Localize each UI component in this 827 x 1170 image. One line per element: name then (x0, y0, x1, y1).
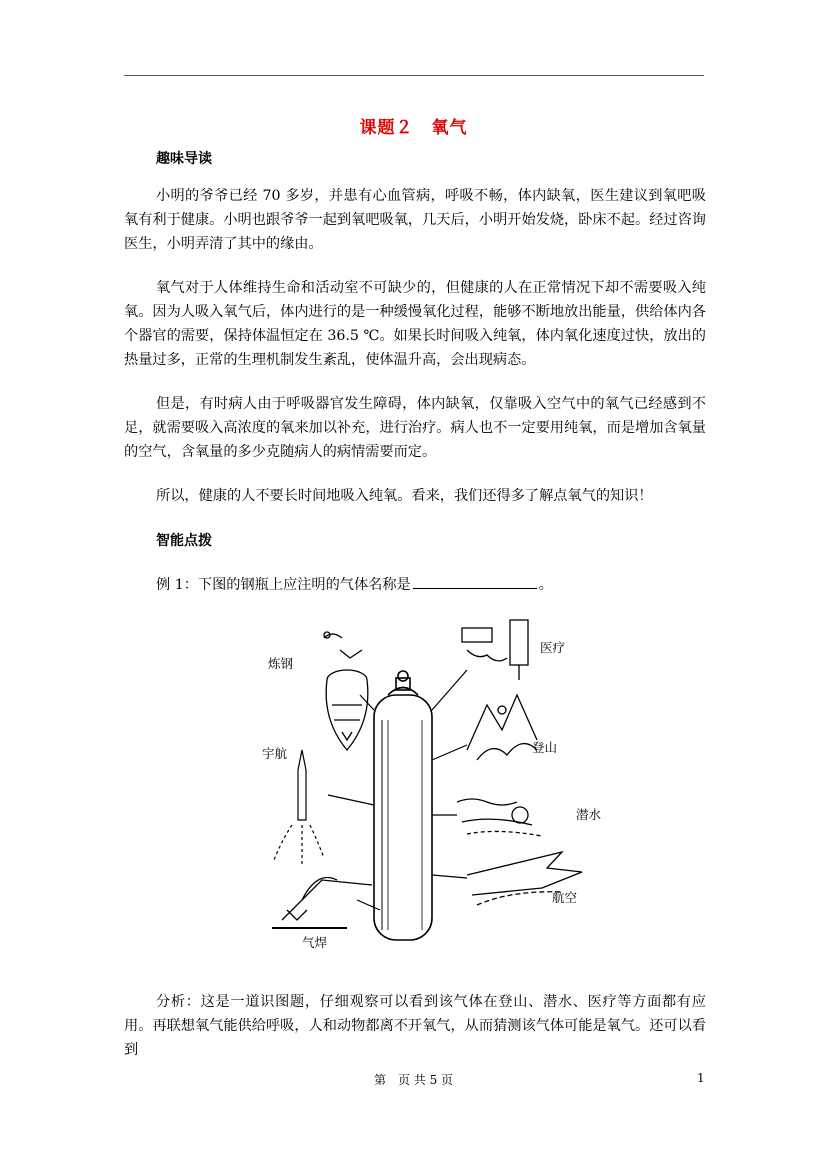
example-suffix: 。 (538, 577, 553, 593)
label-aviation: 航空 (552, 890, 578, 905)
diving-illustration (457, 799, 542, 836)
oxygen-uses-figure (262, 610, 610, 950)
analysis-paragraph: 分析：这是一道识图题，仔细观察可以看到该气体在登山、潜水、医疗等方面都有应用。再联想氧气能供给呼吸，人和动物都离不开氧气，从而猜测该气体可能是氧气。还可以看到 (124, 994, 706, 1058)
medical-illustration (462, 620, 528, 680)
label-spaceflight: 宇航 (262, 746, 288, 761)
label-medical: 医疗 (540, 640, 566, 655)
section-heading-tips: 智能点拨 (156, 533, 212, 549)
header-rule (124, 75, 704, 76)
label-diving: 潜水 (576, 807, 602, 822)
gas-cylinder-illustration (374, 671, 432, 940)
label-climbing: 登山 (532, 740, 558, 755)
paragraph-4: 所以，健康的人不要长时间地吸入纯氧。看来，我们还得多了解点氧气的知识！ (156, 488, 653, 504)
example-question (124, 573, 706, 597)
paragraph-3: 但是，有时病人由于呼吸器官发生障碍，体内缺氧，仅靠吸入空气中的氧气已经感到不足，就需要吸入高浓度的氧来加以补充，进行治疗。病人也不一定要用纯氧，而是增加含氧量的空气，含氧量的多少克随病人的病情需要而定。 (124, 396, 706, 460)
page-title: 课题２ 氧气 (359, 118, 468, 138)
example-text: 例 1：下图的钢瓶上应注明的气体名称是 (156, 577, 411, 593)
page-number: 1 (697, 1071, 705, 1085)
climbing-illustration (467, 695, 537, 760)
label-steelmaking: 炼钢 (268, 656, 294, 671)
steel-furnace-illustration (324, 632, 368, 750)
paragraph-1: 小明的爷爷已经 70 多岁，并患有心血管病，呼吸不畅，体内缺氧，医生建议到氧吧吸氧有利于健康。小明也跟爷爷一起到氧吧吸氧，几天后，小明开始发烧，卧床不起。经过咨询医生，小明弄清了其中的缘由。 (124, 188, 706, 252)
welding-illustration (272, 878, 372, 929)
section-heading-intro: 趣味导读 (156, 151, 212, 167)
answer-blank[interactable] (413, 574, 537, 589)
label-gas-welding: 气焊 (302, 935, 328, 950)
paragraph-2: 氧气对于人体维持生命和活动室不可缺少的，但健康的人在正常情况下却不需要吸入纯氧。因为人吸入氧气后，体内进行的是一种缓慢氧化过程，能够不断地放出能量，供给体内各个器官的需要，保持体温恒定在 36.5 ℃。如果长时间吸入纯氧，体内氧化速度过快，放出的热量过多，正常的生理机制发生紊乱，使体温升高，会出现病态。 (124, 280, 706, 368)
page-footer: 第 页 共 5 页 (373, 1073, 454, 1087)
rocket-illustration (274, 750, 324, 865)
